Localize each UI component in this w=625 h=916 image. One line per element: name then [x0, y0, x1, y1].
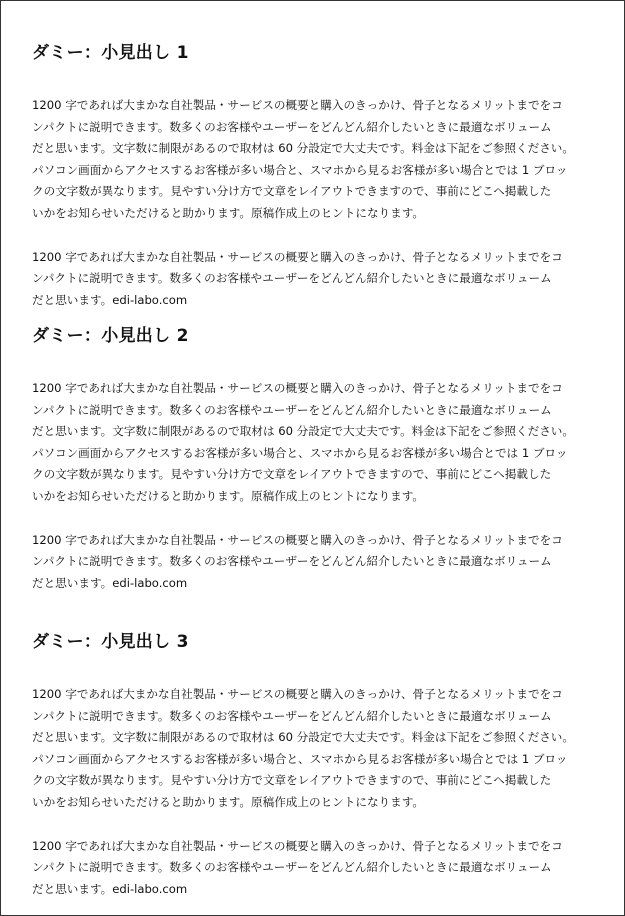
paragraph-line: パソコン画面からアクセスするお客様が多い場合と、スマホから見るお客様が多い場合とでは 1 ブロッ — [32, 445, 568, 460]
paragraph-line: 1200 字であれば大まかな自社製品・サービスの概要と購入のきっかけ、骨子となるメリットまでをコ — [32, 249, 563, 264]
paragraph-line: 1200 字であれば大まかな自社製品・サービスの概要と購入のきっかけ、骨子となるメリットまでをコ — [32, 532, 563, 547]
section-paragraph — [32, 247, 592, 312]
paragraph-line: ンパクトに説明できます。数多くのお客様やユーザーをどんどん紹介したいときに最適なボリューム — [32, 402, 552, 417]
paragraph-line: クの文字数が異なります。見やすい分け方で文章をレイアウトできますので、事前にどこへ掲載した — [32, 773, 552, 788]
paragraph-line: ンパクトに説明できます。数多くのお客様やユーザーをどんどん紹介したいときに最適なボリューム — [32, 119, 552, 134]
section-paragraph — [32, 378, 592, 508]
paragraph-line: だと思います。文字数に制限があるので取材は 60 分設定で大丈夫です。料金は下記をご参照ください。 — [32, 730, 574, 745]
paragraph-line: だと思います。edi-labo.com — [32, 881, 188, 896]
paragraph-line: ンパクトに説明できます。数多くのお客様やユーザーをどんどん紹介したいときに最適なボリューム — [32, 860, 552, 875]
section-1 — [32, 43, 592, 311]
section-paragraph — [32, 684, 592, 814]
paragraph-line: ンパクトに説明できます。数多くのお客様やユーザーをどんどん紹介したいときに最適なボリューム — [32, 271, 552, 286]
paragraph-line: いかをお知らせいただけると助かります。原稿作成上のヒントになります。 — [32, 488, 424, 503]
paragraph-line: クの文字数が異なります。見やすい分け方で文章をレイアウトできますので、事前にどこへ掲載した — [32, 184, 552, 199]
section-heading: ダミー：小見出し 2 — [32, 326, 189, 346]
section-paragraph — [32, 95, 592, 225]
paragraph-line: いかをお知らせいただけると助かります。原稿作成上のヒントになります。 — [32, 205, 424, 220]
section-paragraph — [32, 836, 592, 901]
paragraph-line: 1200 字であれば大まかな自社製品・サービスの概要と購入のきっかけ、骨子となるメリットまでをコ — [32, 838, 563, 853]
section-heading: ダミー：小見出し 3 — [32, 632, 189, 652]
section-paragraph — [32, 530, 592, 595]
paragraph-line: だと思います。文字数に制限があるので取材は 60 分設定で大丈夫です。料金は下記をご参照ください。 — [32, 141, 574, 156]
paragraph-line: だと思います。edi-labo.com — [32, 575, 188, 590]
paragraph-line: パソコン画面からアクセスするお客様が多い場合と、スマホから見るお客様が多い場合とでは 1 ブロッ — [32, 162, 568, 177]
paragraph-line: クの文字数が異なります。見やすい分け方で文章をレイアウトできますので、事前にどこへ掲載した — [32, 467, 552, 482]
paragraph-line: ンパクトに説明できます。数多くのお客様やユーザーをどんどん紹介したいときに最適なボリューム — [32, 554, 552, 569]
paragraph-line: だと思います。文字数に制限があるので取材は 60 分設定で大丈夫です。料金は下記をご参照ください。 — [32, 424, 574, 439]
paragraph-line: パソコン画面からアクセスするお客様が多い場合と、スマホから見るお客様が多い場合とでは 1 ブロッ — [32, 751, 568, 766]
section-3 — [32, 632, 592, 900]
paragraph-line: 1200 字であれば大まかな自社製品・サービスの概要と購入のきっかけ、骨子となるメリットまでをコ — [32, 687, 563, 701]
paragraph-line: いかをお知らせいただけると助かります。原稿作成上のヒントになります。 — [32, 794, 424, 809]
paragraph-line: ンパクトに説明できます。数多くのお客様やユーザーをどんどん紹介したいときに最適なボリューム — [32, 708, 552, 723]
paragraph-line: 1200 字であれば大まかな自社製品・サービスの概要と購入のきっかけ、骨子となるメリットまでをコ — [32, 98, 563, 112]
section-2 — [32, 326, 592, 594]
paragraph-line: だと思います。edi-labo.com — [32, 292, 188, 307]
section-heading: ダミー：小見出し 1 — [32, 43, 189, 63]
paragraph-line: 1200 字であれば大まかな自社製品・サービスの概要と購入のきっかけ、骨子となるメリットまでをコ — [32, 381, 563, 395]
